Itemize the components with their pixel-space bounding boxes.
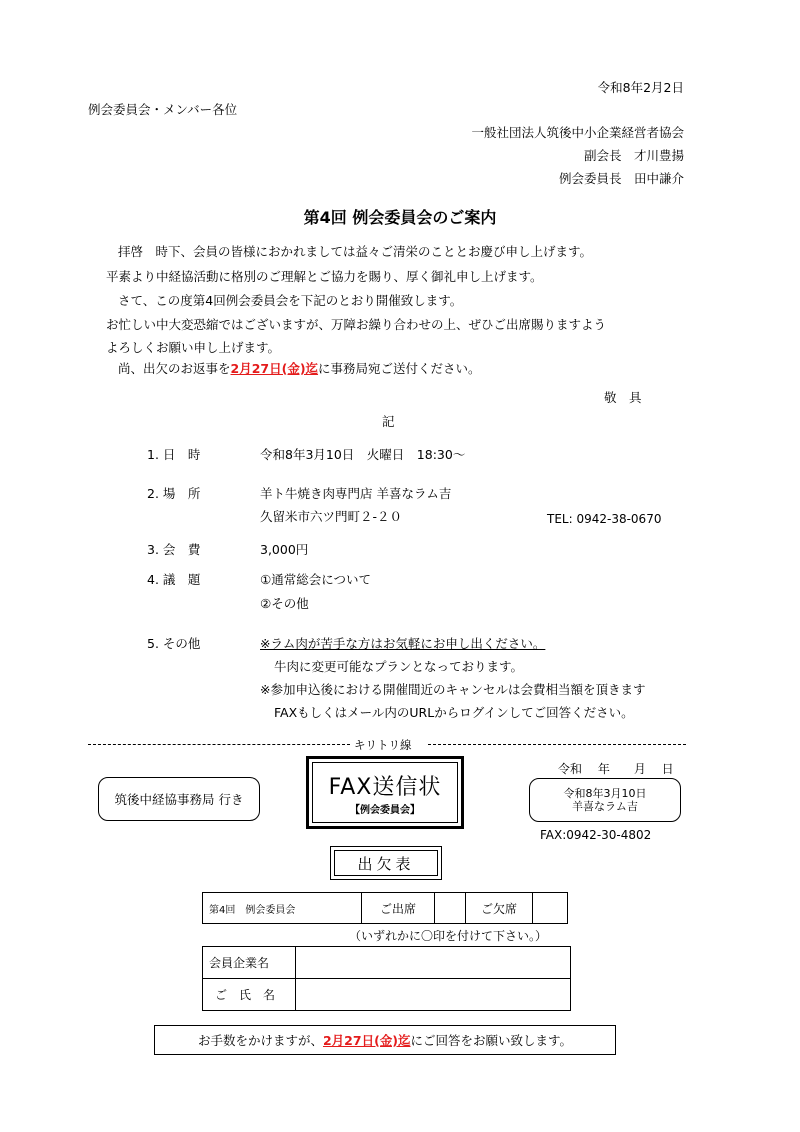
absent-mark-cell[interactable] [533,893,568,924]
attend-mark-cell[interactable] [435,893,466,924]
cutline-label: キリトリ線 [354,738,412,752]
event-info-box [529,778,681,822]
ki-heading: 記 [382,414,395,429]
fax-title: FAX送信状 [328,774,442,800]
fax-recipient: 筑後中経協事務局 行き [114,792,244,807]
item-value-place-name: 羊ト牛焼き肉専門店 羊喜なラム吉 [260,486,452,501]
cutline-right [428,744,686,745]
footer-box [154,1025,616,1055]
item-label-datetime: 1. 日 時 [147,447,201,462]
footer-deadline: 2月27日(金)迄 [322,1033,411,1048]
page-title: 第4回 例会委員会のご案内 [303,208,497,227]
item-label-agenda: 4. 議 題 [147,572,201,587]
item-value-other-1: ※ラム肉が苦手な方はお気軽にお申し出ください。 [260,636,546,651]
name-label: ご 氏 名 [203,979,296,1011]
attend-label: ご出席 [362,893,435,924]
company-label: 会員企業名 [203,947,296,979]
absent-label: ご欠席 [466,893,533,924]
item-value-agenda-1: ①通常総会について [260,572,371,587]
company-field[interactable] [296,947,571,979]
item-value-datetime: 令和8年3月10日 火曜日 18:30～ [260,447,466,462]
attendance-table [202,892,568,924]
event-date: 令和8年3月10日 [563,787,647,800]
body-line-4: お忙しい中大変恐縮ではございますが、万障お繰り合わせの上、ぜひご出席賜りますよう [106,317,607,332]
item-label-place: 2. 場 所 [147,486,201,501]
body-line-2: 平素より中経協活動に格別のご理解とご協力を賜り、厚く御礼申し上げます。 [106,269,543,284]
sender-vice-president: 副会長 才川豊揚 [583,148,684,163]
item-value-other-4: FAXもしくはメール内のURLからログインしてご回答ください。 [274,705,634,720]
fax-recipient-box [98,777,260,821]
item-value-fee: 3,000円 [260,542,309,557]
sender-org: 一般社団法人筑後中小企業経営者協会 [471,125,684,140]
attendance-note: （いずれかに〇印を付けて下さい。） [349,929,548,943]
cutline-left [88,744,350,745]
place-tel: TEL: 0942-38-0670 [547,512,662,526]
fax-title-box [306,756,464,829]
attendance-heading: 出欠表 [334,850,438,876]
item-value-agenda-2: ②その他 [260,596,309,611]
body-line-1: 拝啓 時下、会員の皆様におかれましては益々ご清栄のこととお慶び申し上げます。 [118,244,593,259]
item-label-fee: 3. 会 費 [147,542,201,557]
footer-prefix: お手数をかけますが、 [197,1033,323,1048]
attendance-heading-box [330,846,442,880]
item-label-other: 5. その他 [147,636,201,651]
reply-deadline: 2月27日(金)迄 [230,361,319,376]
addressee: 例会委員会・メンバー各位 [88,102,238,117]
fax-number: FAX:0942-30-4802 [540,828,652,842]
event-place: 羊喜なラム吉 [572,800,638,813]
item-value-other-2: 牛肉に変更可能なプランとなっております。 [274,659,524,674]
item-value-place-address: 久留米市六ツ門町２-２０ [260,509,403,524]
respondent-table [202,946,571,1011]
document-date: 令和8年2月2日 [597,80,684,95]
name-field[interactable] [296,979,571,1011]
attendance-event: 第4回 例会委員会 [203,893,362,924]
body-line-6-suffix: に事務局宛ご送付ください。 [318,361,481,376]
sender-chair: 例会委員長 田中謙介 [558,171,684,186]
item-value-other-3: ※参加申込後における開催間近のキャンセルは会費相当額を頂きます [260,682,646,697]
body-line-6-prefix: 尚、出欠のお返事を [118,361,231,376]
body-line-5: よろしくお願い申し上げます。 [106,340,281,355]
body-line-3: さて、この度第4回例会委員会を下記のとおり開催致します。 [118,293,463,308]
fax-date-blank: 令和 年 月 日 [558,762,674,776]
closing: 敬 具 [604,390,642,405]
fax-subtitle: 【例会委員会】 [350,804,420,816]
footer-suffix: にご回答をお願い致します。 [410,1033,573,1048]
body-line-6 [118,359,481,377]
